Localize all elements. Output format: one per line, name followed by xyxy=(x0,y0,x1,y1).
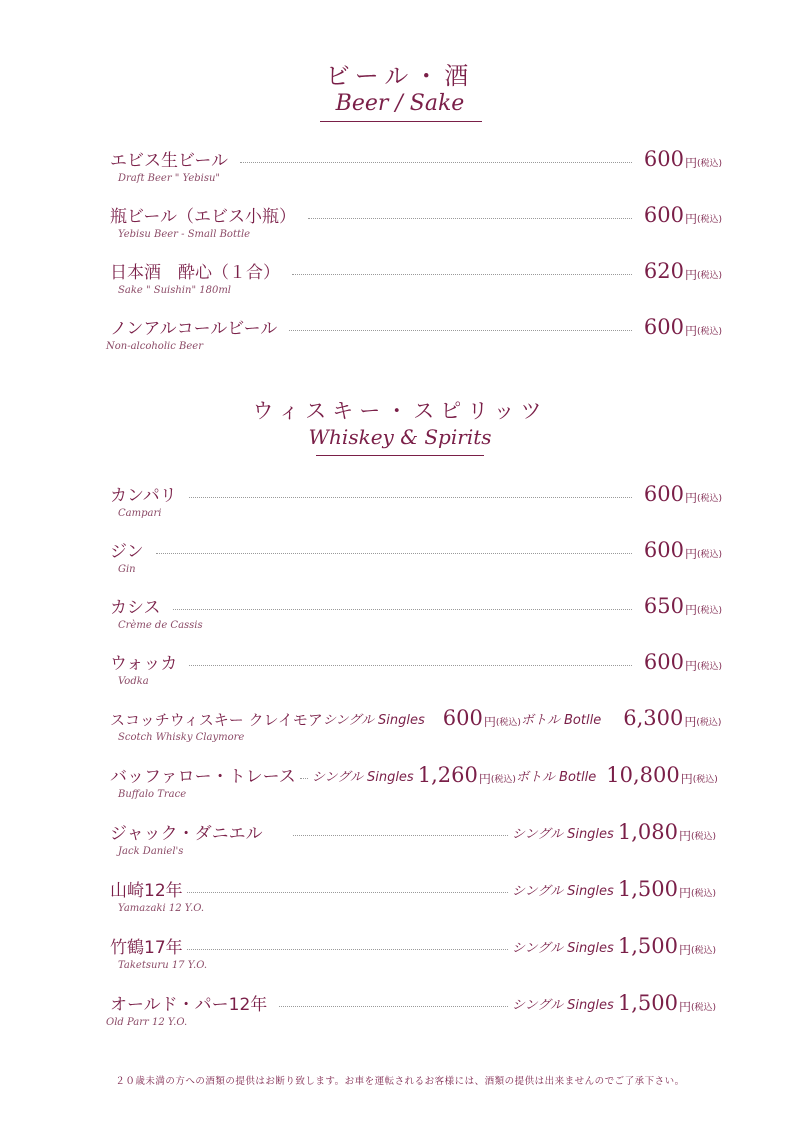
item-name-jp: 山崎12年 xyxy=(110,881,183,901)
menu-item xyxy=(110,877,716,927)
menu-item xyxy=(110,763,716,813)
bottle-price: ボトル Botlle 10,800 円 (税込) xyxy=(515,763,718,787)
dotted-leader xyxy=(293,834,508,836)
spirits-title-jp: ウィスキー・スピリッツ xyxy=(252,399,548,423)
item-price: 600 円 (税込) xyxy=(643,147,722,171)
menu-item xyxy=(110,538,722,588)
item-name-jp: 竹鶴17年 xyxy=(110,938,183,958)
item-name-en: Campari xyxy=(118,508,162,519)
single-price: シングル Singles 1,500 円 (税込) xyxy=(511,991,716,1015)
single-price: シングル Singles 600 円 (税込) xyxy=(322,706,521,730)
dotted-leader xyxy=(308,217,632,219)
item-name-jp: エビス生ビール xyxy=(110,151,228,171)
item-name-jp: ジャック・ダニエル xyxy=(110,824,263,844)
single-price: シングル Singles 1,260 円 (税込) xyxy=(311,763,516,787)
item-name-jp: ノンアルコールビール xyxy=(110,319,278,339)
dotted-leader xyxy=(189,496,632,498)
dotted-leader xyxy=(173,608,632,610)
item-name-jp: スコッチウィスキー クレイモア xyxy=(110,711,323,729)
item-name-en: Vodka xyxy=(118,676,149,687)
single-price: シングル Singles 1,500 円 (税込) xyxy=(511,934,716,958)
item-name-en: Taketsuru 17 Y.O. xyxy=(118,960,208,971)
dotted-leader xyxy=(187,948,508,950)
dotted-leader xyxy=(279,1005,508,1007)
menu-item xyxy=(106,315,722,365)
spirits-title-rule xyxy=(316,455,484,456)
item-price: 600 円 (税込) xyxy=(643,315,722,339)
item-price: 600 円 (税込) xyxy=(643,650,722,674)
item-name-jp: ジン xyxy=(110,542,144,562)
dotted-leader xyxy=(240,161,632,163)
spirits-title-en: Whiskey & Spirits xyxy=(308,425,492,449)
menu-item xyxy=(110,203,722,253)
menu-item xyxy=(110,650,722,700)
dotted-leader xyxy=(292,273,632,275)
item-price: 600 円 (税込) xyxy=(643,482,722,506)
item-name-jp: 日本酒 酔心（１合） xyxy=(110,263,280,283)
dotted-leader xyxy=(156,552,632,554)
menu-item xyxy=(110,934,716,984)
menu-item xyxy=(110,820,716,870)
beer-title-jp: ビール・酒 xyxy=(325,62,475,90)
beer-section-header xyxy=(0,56,800,116)
single-price: シングル Singles 1,080 円 (税込) xyxy=(511,820,716,844)
item-name-en: Jack Daniel's xyxy=(118,846,184,857)
menu-item xyxy=(110,259,722,309)
item-name-jp: オールド・パー12年 xyxy=(110,995,268,1015)
item-name-jp: カシス xyxy=(110,598,161,618)
item-name-en: Crème de Cassis xyxy=(118,620,203,631)
item-name-jp: カンパリ xyxy=(110,486,177,506)
item-price: 600 円 (税込) xyxy=(643,538,722,562)
item-name-jp: ウォッカ xyxy=(110,654,178,674)
item-price: 650 円 (税込) xyxy=(643,594,722,618)
spirits-section-header xyxy=(0,395,800,449)
menu-item xyxy=(106,991,716,1041)
dotted-leader xyxy=(300,777,308,779)
item-price: 620 円 (税込) xyxy=(643,259,722,283)
menu-item xyxy=(110,147,722,197)
item-name-jp: バッファロー・トレース xyxy=(110,767,296,787)
menu-item xyxy=(110,706,722,756)
beer-title-rule xyxy=(320,121,482,122)
item-name-en: Non-alcoholic Beer xyxy=(106,341,203,352)
dotted-leader xyxy=(289,329,632,331)
item-name-en: Yamazaki 12 Y.O. xyxy=(118,903,205,914)
item-name-en: Sake " Suishin" 180ml xyxy=(118,285,231,296)
dotted-leader xyxy=(187,891,508,893)
item-name-en: Gin xyxy=(118,564,136,575)
menu-item xyxy=(110,482,722,532)
item-name-en: Old Parr 12 Y.O. xyxy=(106,1017,188,1028)
item-name-en: Scotch Whisky Claymore xyxy=(118,732,245,743)
bottle-price: ボトル Botlle 6,300 円 (税込) xyxy=(520,706,722,730)
footer-notice: ２０歳未満の方への酒類の提供はお断り致します。お車を運転されるお客様には、酒類の提供は出来ませんのでご了承下さい。 xyxy=(115,1076,685,1087)
single-price: シングル Singles 1,500 円 (税込) xyxy=(511,877,716,901)
beer-title-en: Beer / Sake xyxy=(335,91,465,116)
item-name-en: Draft Beer " Yebisu" xyxy=(118,173,221,184)
item-name-en: Yebisu Beer - Small Bottle xyxy=(118,229,251,240)
item-name-jp: 瓶ビール（エビス小瓶） xyxy=(110,207,296,227)
menu-item xyxy=(110,594,722,644)
item-price: 600 円 (税込) xyxy=(643,203,722,227)
item-name-en: Buffalo Trace xyxy=(118,789,187,800)
dotted-leader xyxy=(189,664,632,666)
